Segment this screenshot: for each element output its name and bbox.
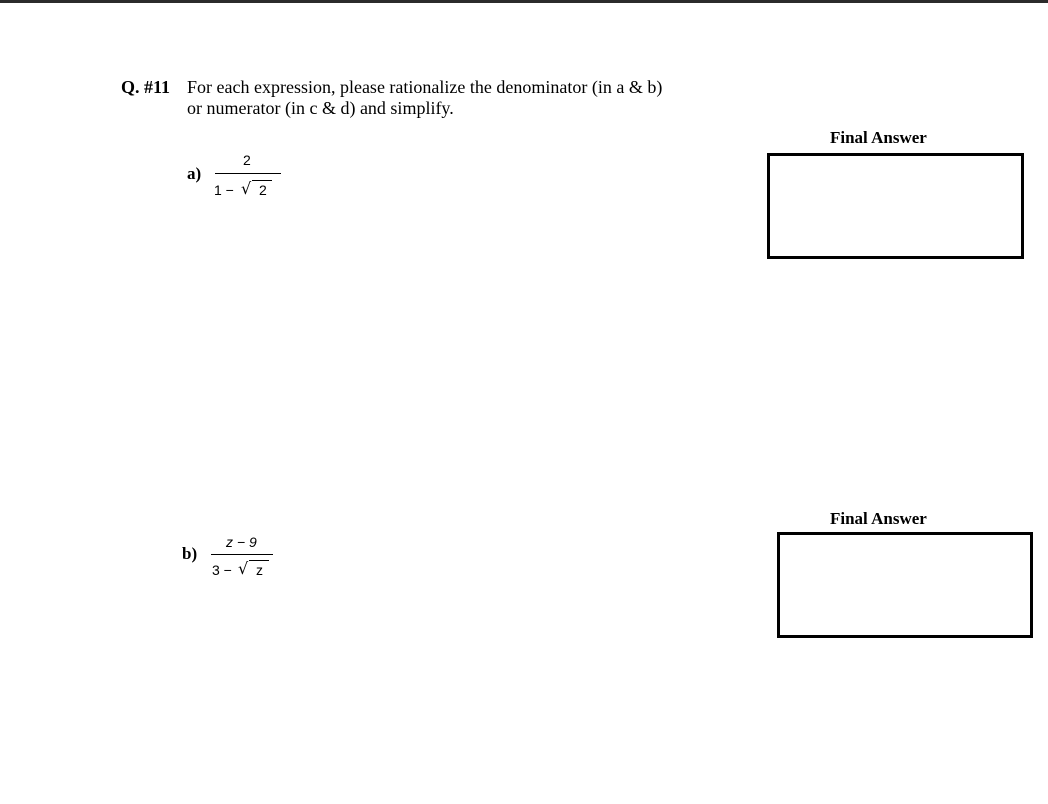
part-a-fraction-bar — [215, 173, 281, 174]
question-line-2: or numerator (in c & d) and simplify. — [187, 98, 454, 118]
part-a-label: a) — [187, 164, 202, 183]
part-b-label: b) — [182, 544, 198, 563]
question-text — [187, 77, 747, 119]
final-answer-label-b: Final Answer — [830, 509, 927, 528]
part-a-numerator: 2 — [243, 152, 251, 168]
part-b-denominator-left: 3 − — [212, 562, 232, 578]
part-a-radicand: 2 — [259, 182, 267, 198]
question-line-1: For each expression, please rationalize the denominator (in a & b) — [187, 77, 663, 97]
part-a-denominator-left: 1 − — [214, 182, 234, 198]
final-answer-box-a[interactable] — [767, 153, 1024, 259]
part-b-numerator: z − 9 — [226, 534, 257, 550]
part-b-radicand: z — [256, 562, 263, 578]
part-b-radical-icon: √ — [238, 559, 249, 578]
part-b-fraction-bar — [211, 554, 273, 555]
part-b-radical-overline — [249, 560, 269, 561]
final-answer-box-b[interactable] — [777, 532, 1033, 638]
part-a-radical-icon: √ — [241, 179, 252, 198]
part-a-radical-overline — [252, 180, 272, 181]
final-answer-label-a: Final Answer — [830, 128, 927, 147]
top-border — [0, 0, 1048, 3]
question-number: Q. #11 — [121, 77, 171, 97]
